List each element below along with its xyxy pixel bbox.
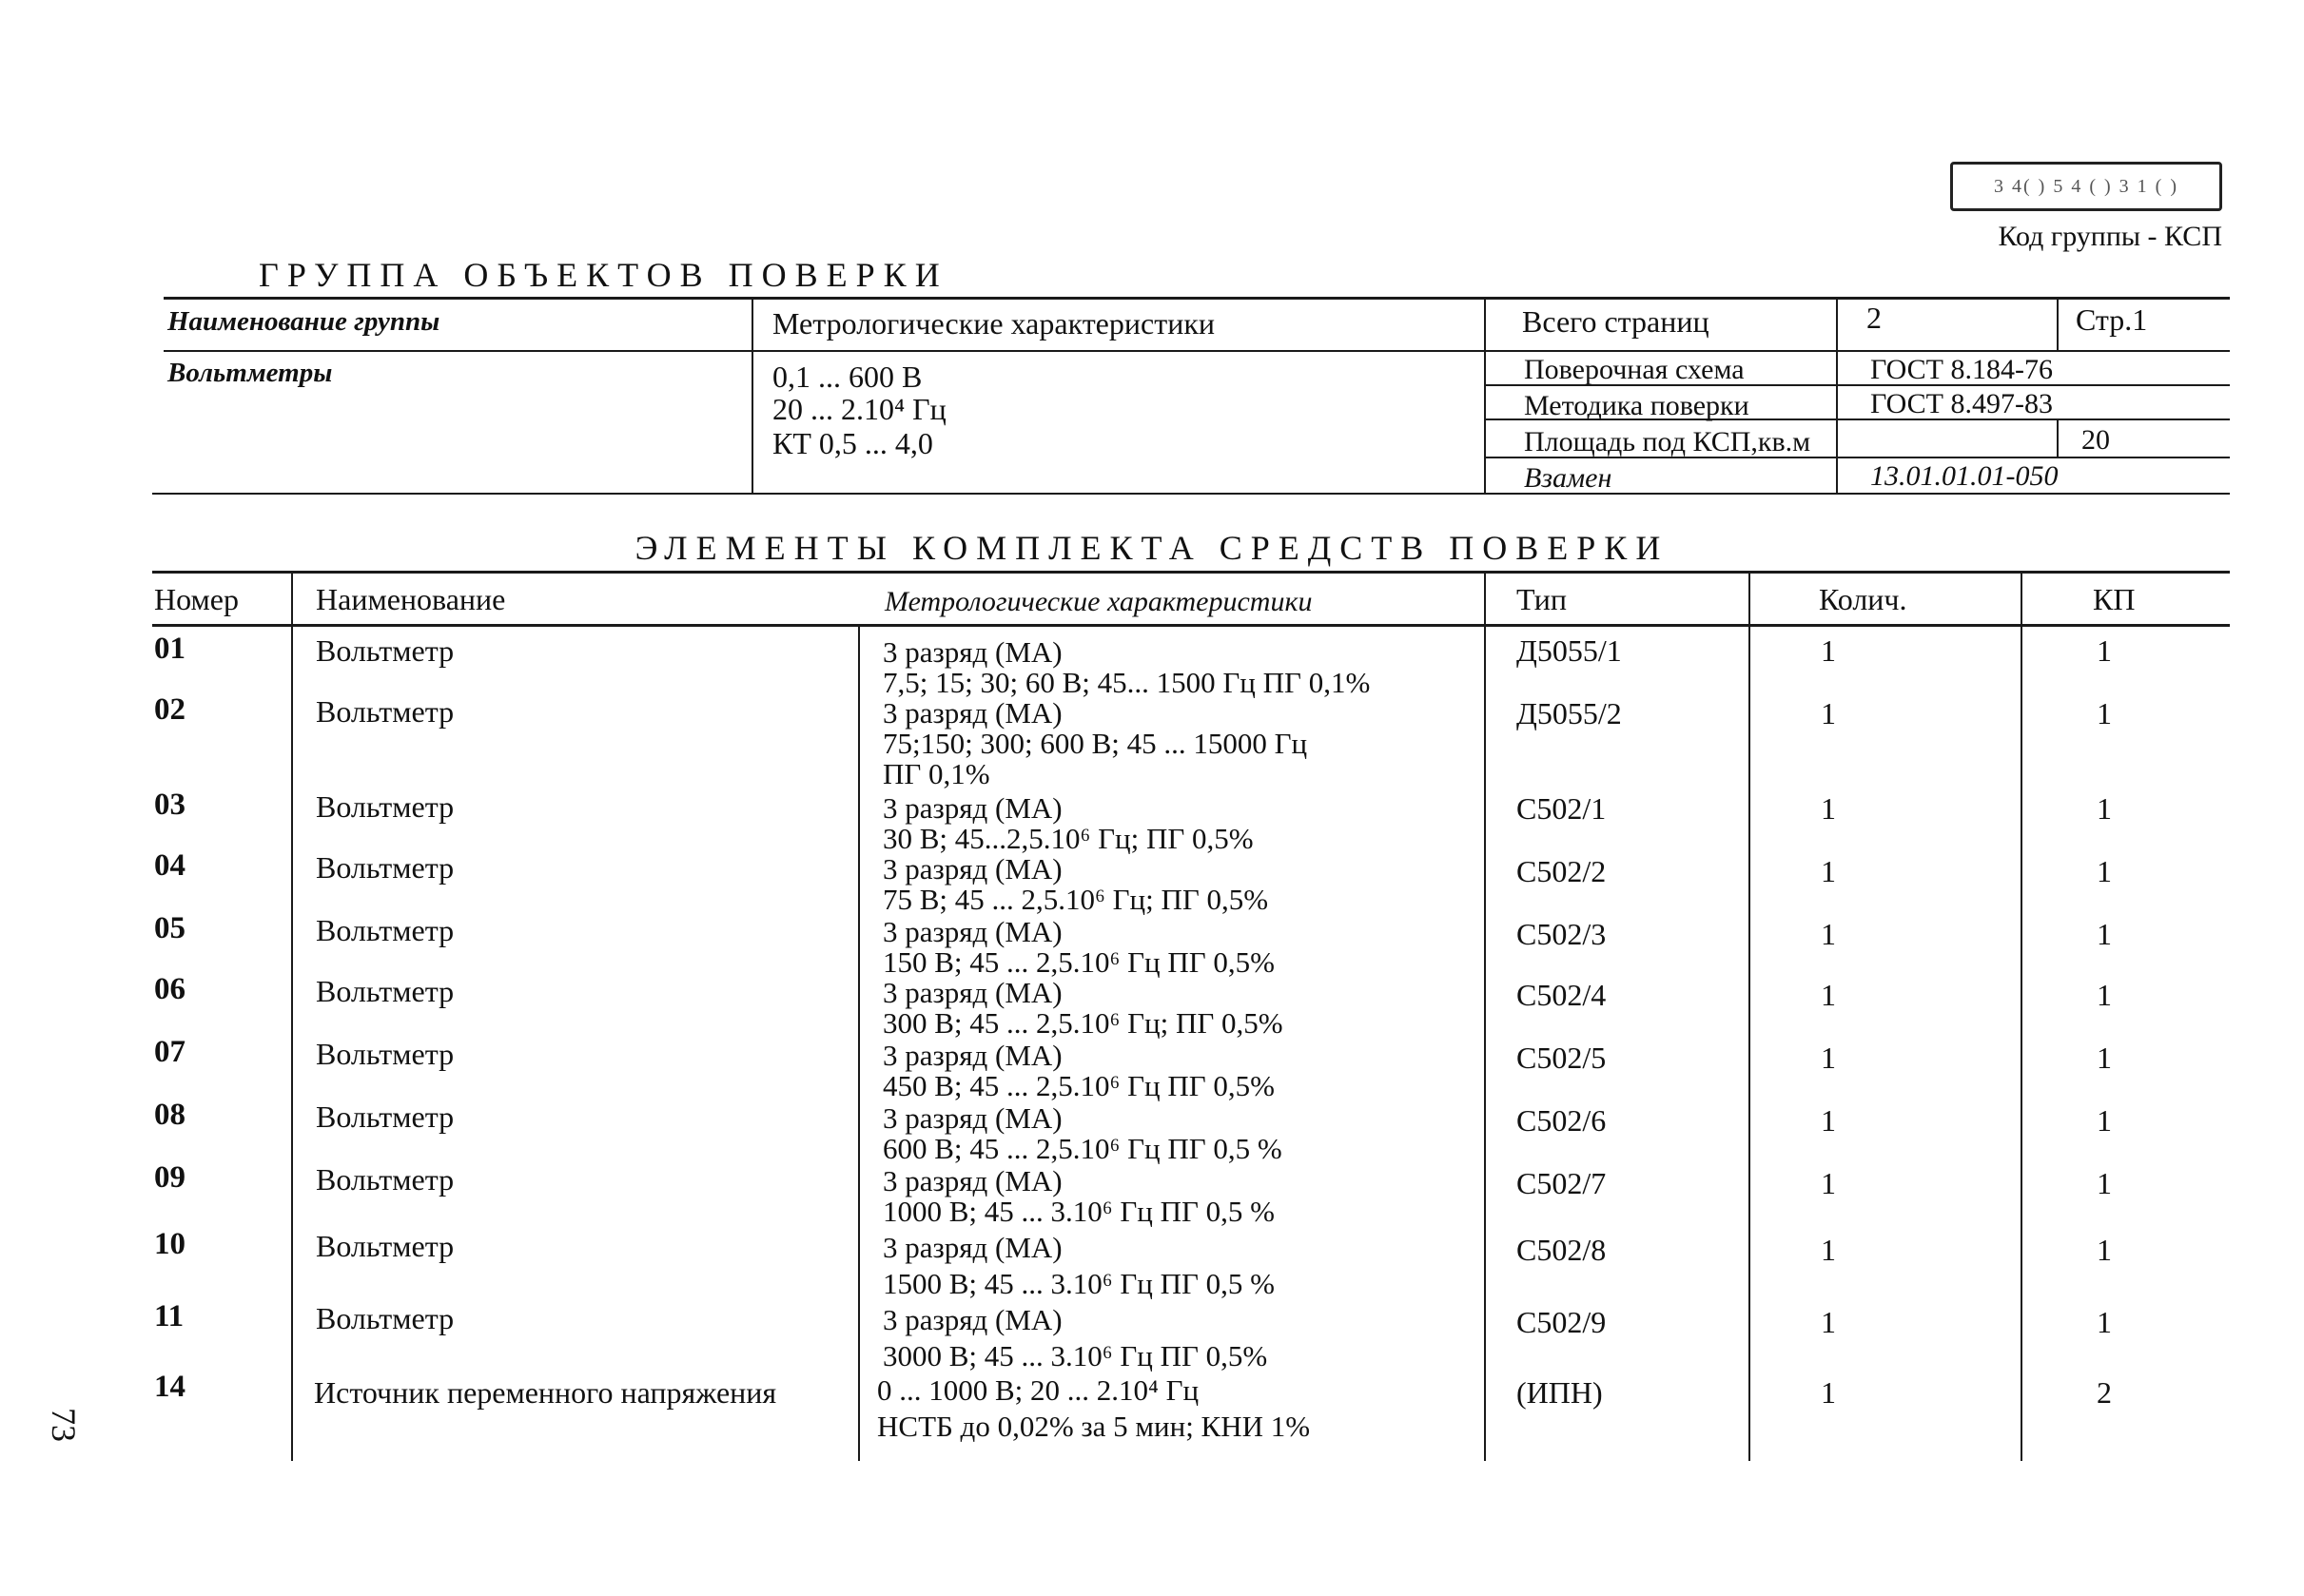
group-metrological-header: Метрологические характеристики (772, 306, 1215, 341)
row-type: С502/7 (1516, 1166, 1607, 1200)
row-type: (ИПН) (1516, 1375, 1603, 1410)
total-pages-label: Всего страниц (1522, 304, 1709, 339)
group-section-title: ГРУППА ОБЪЕКТОВ ПОВЕРКИ (259, 256, 948, 294)
row-metrological-line-1: 3 разряд (МА) (883, 1231, 1063, 1264)
group-characteristic-1: 0,1 ... 600 В (772, 360, 923, 394)
group-code-label: Код группы - КСП (1998, 221, 2222, 252)
row-kp: 1 (2097, 1041, 2112, 1075)
row-metrological-line-2: 150 В; 45 ... 2,5.10⁶ Гц ПГ 0,5% (883, 945, 1275, 979)
group-name-header: Наименование группы (167, 306, 440, 337)
row-name: Вольтметр (316, 1162, 455, 1197)
elements-col-divider-1 (291, 571, 293, 1461)
group-col-divider-1 (752, 299, 753, 495)
row-number: 08 (154, 1098, 185, 1132)
row-name: Вольтметр (316, 1229, 455, 1263)
row-name: Вольтметр (316, 789, 455, 824)
row-metrological-line-2: 7,5; 15; 30; 60 В; 45... 1500 Гц ПГ 0,1% (883, 666, 1371, 699)
row-metrological-line-2: 1000 В; 45 ... 3.10⁶ Гц ПГ 0,5 % (883, 1195, 1275, 1228)
page-number: 73 (45, 1408, 83, 1442)
row-type: С502/9 (1516, 1305, 1607, 1339)
row-metrological-line-2: 30 В; 45...2,5.10⁶ Гц; ПГ 0,5% (883, 822, 1254, 855)
elements-table-header-line (152, 624, 2230, 627)
row-number: 03 (154, 788, 185, 822)
info-value-scheme: ГОСТ 8.184-76 (1870, 354, 2053, 385)
info-value-method: ГОСТ 8.497-83 (1870, 388, 2053, 419)
row-name: Источник переменного напряжения (314, 1375, 777, 1410)
row-kp: 1 (2097, 1305, 2112, 1339)
row-metrological-line-1: 3 разряд (МА) (883, 696, 1063, 730)
info-value-area: 20 (2081, 424, 2110, 456)
row-type: С502/2 (1516, 854, 1607, 888)
row-kp: 1 (2097, 1166, 2112, 1200)
row-qty: 1 (1821, 1166, 1836, 1200)
elements-col-divider-2 (858, 624, 860, 1461)
page-label: Стр.1 (2076, 302, 2148, 337)
row-number: 11 (154, 1299, 185, 1333)
row-metrological-line-1: 3 разряд (МА) (883, 1164, 1063, 1197)
row-metrological-line-2: НСТБ до 0,02% за 5 мин; КНИ 1% (877, 1410, 1311, 1443)
group-characteristic-3: КТ 0,5 ... 4,0 (772, 426, 933, 460)
elements-col-divider-5 (2021, 571, 2022, 1461)
row-metrological-line-1: 3 разряд (МА) (883, 976, 1063, 1009)
col-header-name: Наименование (316, 582, 506, 616)
row-type: Д5055/1 (1516, 633, 1622, 668)
row-type: С502/6 (1516, 1103, 1607, 1138)
row-kp: 1 (2097, 696, 2112, 730)
row-kp: 1 (2097, 1103, 2112, 1138)
row-metrological-line-2: 450 В; 45 ... 2,5.10⁶ Гц ПГ 0,5% (883, 1069, 1275, 1102)
row-qty: 1 (1821, 1103, 1836, 1138)
info-label-scheme: Поверочная схема (1524, 354, 1745, 385)
row-metrological-line-1: 3 разряд (МА) (883, 1303, 1063, 1336)
row-type: С502/3 (1516, 917, 1607, 951)
col-header-metrological: Метрологические характеристики (885, 586, 1313, 617)
info-label-method: Методика поверки (1524, 390, 1749, 421)
row-qty: 1 (1821, 1041, 1836, 1075)
row-qty: 1 (1821, 696, 1836, 730)
row-name: Вольтметр (316, 850, 455, 885)
row-type: С502/8 (1516, 1233, 1607, 1267)
row-type: Д5055/2 (1516, 696, 1622, 730)
row-metrological-line-1: 3 разряд (МА) (883, 915, 1063, 948)
row-number: 14 (154, 1370, 185, 1404)
group-characteristic-2: 20 ... 2.10⁴ Гц (772, 392, 947, 426)
row-metrological-line-1: 0 ... 1000 В; 20 ... 2.10⁴ Гц (877, 1373, 1200, 1407)
group-table-top-line (164, 297, 2230, 300)
row-number: 04 (154, 848, 185, 883)
row-name: Вольтметр (316, 1301, 455, 1335)
total-pages-value: 2 (1866, 301, 1882, 335)
row-number: 06 (154, 972, 185, 1006)
row-name: Вольтметр (316, 1100, 455, 1134)
row-number: 02 (154, 692, 185, 727)
info-label-area: Площадь под КСП,кв.м (1524, 426, 1811, 457)
row-kp: 1 (2097, 791, 2112, 826)
row-kp: 1 (2097, 978, 2112, 1012)
row-metrological-line-1: 3 разряд (МА) (883, 791, 1063, 825)
info-value-replaces: 13.01.01.01-050 (1870, 460, 2059, 492)
row-qty: 1 (1821, 1375, 1836, 1410)
elements-section-title: ЭЛЕМЕНТЫ КОМПЛЕКТА СРЕДСТВ ПОВЕРКИ (635, 529, 1669, 567)
row-number: 05 (154, 911, 185, 945)
row-qty: 1 (1821, 917, 1836, 951)
row-kp: 1 (2097, 633, 2112, 668)
row-metrological-line-2: 75 В; 45 ... 2,5.10⁶ Гц; ПГ 0,5% (883, 883, 1269, 916)
group-table-bottom-line (152, 493, 2230, 495)
row-number: 10 (154, 1227, 185, 1261)
col-header-qty: Колич. (1819, 582, 1907, 616)
row-metrological-line-2: 300 В; 45 ... 2,5.10⁶ Гц; ПГ 0,5% (883, 1006, 1283, 1040)
row-metrological-line-3: ПГ 0,1% (883, 757, 990, 790)
row-name: Вольтметр (316, 1037, 455, 1071)
col-header-number: Номер (154, 582, 239, 616)
row-kp: 1 (2097, 917, 2112, 951)
row-qty: 1 (1821, 978, 1836, 1012)
row-qty: 1 (1821, 854, 1836, 888)
row-number: 09 (154, 1160, 185, 1195)
row-qty: 1 (1821, 1305, 1836, 1339)
row-metrological-line-2: 600 В; 45 ... 2,5.10⁶ Гц ПГ 0,5 % (883, 1132, 1282, 1165)
row-name: Вольтметр (316, 913, 455, 947)
row-kp: 1 (2097, 1233, 2112, 1267)
row-type: С502/5 (1516, 1041, 1607, 1075)
group-col-divider-3 (1836, 299, 1838, 495)
group-col-divider-5 (2057, 418, 2059, 457)
elements-col-divider-4 (1748, 571, 1750, 1461)
group-name-value: Вольтметры (167, 358, 333, 388)
document-stamp: 3 4( ) 5 4 ( ) 3 1 ( ) (1950, 162, 2222, 211)
elements-table-top-line (152, 571, 2230, 574)
col-header-type: Тип (1516, 582, 1567, 616)
row-metrological-line-1: 3 разряд (МА) (883, 1039, 1063, 1072)
row-name: Вольтметр (316, 633, 455, 668)
info-label-replaces: Взамен (1524, 462, 1612, 494)
col-header-kp: КП (2093, 582, 2136, 616)
row-metrological-line-1: 3 разряд (МА) (883, 852, 1063, 886)
row-type: С502/4 (1516, 978, 1607, 1012)
row-metrological-line-1: 3 разряд (МА) (883, 1101, 1063, 1135)
row-qty: 1 (1821, 633, 1836, 668)
group-table-header-line (164, 350, 2230, 352)
row-metrological-line-1: 3 разряд (МА) (883, 635, 1063, 669)
row-kp: 2 (2097, 1375, 2112, 1410)
row-name: Вольтметр (316, 694, 455, 729)
row-kp: 1 (2097, 854, 2112, 888)
row-qty: 1 (1821, 791, 1836, 826)
row-metrological-line-2: 75;150; 300; 600 В; 45 ... 15000 Гц (883, 727, 1308, 760)
row-name: Вольтметр (316, 974, 455, 1008)
elements-col-divider-3 (1484, 571, 1486, 1461)
group-col-divider-4 (2057, 299, 2059, 350)
row-qty: 1 (1821, 1233, 1836, 1267)
group-col-divider-2 (1484, 299, 1486, 495)
row-metrological-line-2: 3000 В; 45 ... 3.10⁶ Гц ПГ 0,5% (883, 1339, 1268, 1372)
row-number: 07 (154, 1035, 185, 1069)
row-number: 01 (154, 632, 185, 666)
row-type: С502/1 (1516, 791, 1607, 826)
row-metrological-line-2: 1500 В; 45 ... 3.10⁶ Гц ПГ 0,5 % (883, 1267, 1275, 1300)
